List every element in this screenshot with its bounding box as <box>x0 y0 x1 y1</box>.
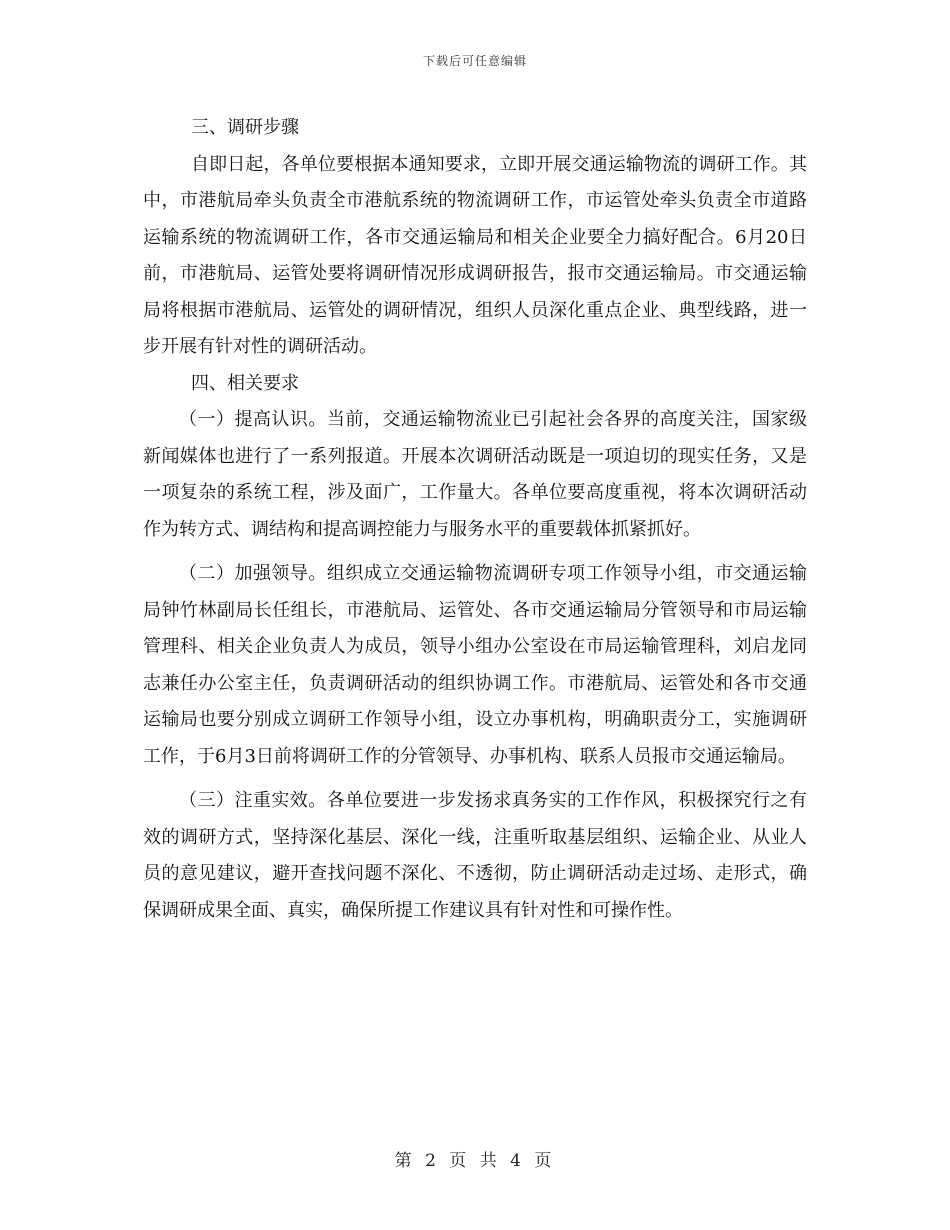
section-3-heading: 三、调研步骤 <box>191 117 299 138</box>
section-3-paragraph: 自即日起，各单位要根据本通知要求，立即开展交通运输物流的调研工作。其中，市港航局牵头负责全市港航系统的物流调研工作，市运管处牵头负责全市道路运输系统的物流调研工作，各市交通运输局和相关企业要全力搞好配合。6月20日前，市港航局、运管处要将调研情况形成调研报告，报市交通运输局。市交通运输局将根据市港航局、运管处的调研情况，组织人员深化重点企业、典型线路，进一步开展有针对性的调研活动。 <box>143 153 807 357</box>
requirement-2-paragraph: （二）加强领导。组织成立交通运输物流调研专项工作领导小组，市交通运输局钟竹林副局长任组长，市港航局、运管处、各市交通运输局分管领导和市局运输管理科、相关企业负责人为成员，领导小组办公室设在市局运输管理科，刘启龙同志兼任办公室主任，负责调研活动的组织协调工作。市港航局、运管处和各市交通运输局也要分别成立调研工作领导小组，设立办事机构，明确职责分工，实施调研工作，于6月3日前将调研工作的分管领导、办事机构、联系人员报市交通运输局。 <box>143 563 807 767</box>
document-body <box>143 110 807 929</box>
page-number: 第 2 页 共 4 页 <box>394 1151 556 1171</box>
section-4-heading: 四、相关要求 <box>191 372 299 394</box>
requirement-3-paragraph: （三）注重实效。各单位要进一步发扬求真务实的工作作风，积极探究行之有效的调研方式，坚持深化基层、深化一线，注重听取基层组织、运输企业、从业人员的意见建议，避开查找问题不深化、不透彻，防止调研活动走过场、走形式，确保调研成果全面、真实，确保所提工作建议具有针对性和可操作性。 <box>143 790 807 921</box>
requirement-1-paragraph: （一）提高认识。当前，交通运输物流业已引起社会各界的高度关注，国家级新闻媒体也进行了一系列报道。开展本次调研活动既是一项迫切的现实任务，又是一项复杂的系统工程，涉及面广，工作量大。各单位要高度重视，将本次调研活动作为转方式、调结构和提高调控能力与服务水平的重要载体抓紧抓好。 <box>143 409 807 540</box>
header-note: 下载后可任意编辑 <box>422 54 527 68</box>
